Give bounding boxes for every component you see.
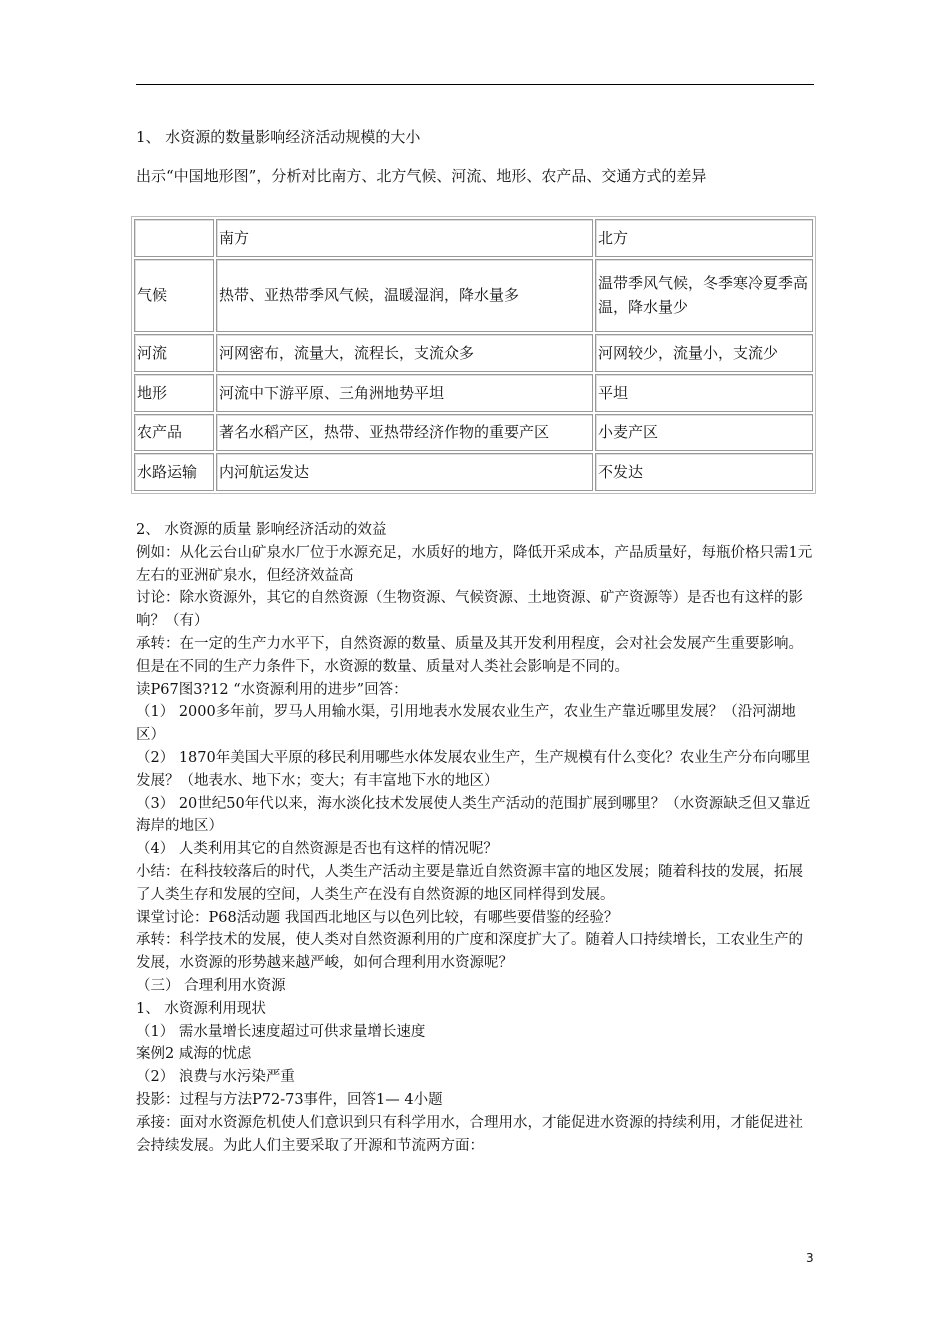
paragraph: （1） 需水量增长速度超过可供求量增长速度 [136, 1023, 426, 1040]
table-header-south: 南方 [216, 219, 593, 257]
section-heading-3: （三） 合理利用水资源 [136, 977, 286, 994]
table-header-row [134, 219, 813, 257]
paragraph: 例如：从化云台山矿泉水厂位于水源充足，水质好的地方，降低开采成本，产品质量好，每瓶价格只需1元左右的亚洲矿泉水，但经济效益高 [136, 544, 813, 584]
table-row [134, 374, 813, 412]
table-header-north: 北方 [595, 219, 813, 257]
paragraph: 小结：在科技较落后的时代，人类生产活动主要是靠近自然资源丰富的地区发展；随着科技的发展，拓展了人类生存和发展的空间，人类生产在没有自然资源的地区同样得到发展。 [136, 863, 803, 903]
paragraph: （2） 浪费与水污染严重 [136, 1069, 295, 1086]
paragraph: 1、 水资源利用现状 [136, 1000, 266, 1017]
paragraph: 承转：科学技术的发展，使人类对自然资源利用的广度和深度扩大了。随着人口持续增长，工农业生产的发展，水资源的形势越来越严峻，如何合理利用水资源呢？ [136, 932, 803, 972]
header-rule [136, 84, 814, 85]
paragraph: 讨论：除水资源外，其它的自然资源（生物资源、气候资源、土地资源、矿产资源等）是否也有这样的影响？（有） [136, 590, 803, 630]
section-heading-1: 1、 水资源的数量影响经济活动规模的大小 [136, 128, 421, 146]
paragraph: 投影：过程与方法P72-73事件，回答1— 4小题 [136, 1091, 443, 1108]
paragraph: 读P67图3?12 “水资源利用的进步”回答： [136, 681, 408, 698]
paragraph: （3） 20世纪50年代以来，海水淡化技术发展使人类生产活动的范围扩展到哪里？（水资源缺乏但又靠近海岸的地区） [136, 795, 811, 835]
paragraph: 承接：面对水资源危机使人们意识到只有科学用水，合理用水，才能促进水资源的持续利用，才能促进社会持续发展。为此人们主要采取了开源和节流两方面： [136, 1114, 803, 1154]
table-cell: 不发达 [595, 453, 813, 491]
table-row-label: 农产品 [134, 414, 214, 452]
paragraph: 承转：在一定的生产力水平下，自然资源的数量、质量及其开发利用程度，会对社会发展产生重要影响。但是在不同的生产力条件下，水资源的数量、质量对人类社会影响是不同的。 [136, 635, 803, 675]
paragraph: （2） 1870年美国大平原的移民利用哪些水体发展农业生产，生产规模有什么变化？农业生产分布向哪里发展？（地表水、地下水；变大；有丰富地下水的地区） [136, 749, 811, 789]
table-row [134, 414, 813, 452]
comparison-table [131, 216, 816, 494]
table-row [134, 453, 813, 491]
table-cell: 河网较少，流量小，支流少 [595, 334, 813, 372]
paragraph: 课堂讨论：P68活动题 我国西北地区与以色列比较，有哪些要借鉴的经验？ [136, 909, 619, 926]
table-row-label: 水路运输 [134, 453, 214, 491]
intro-line: 出示“中国地形图”，分析对比南方、北方气候、河流、地形、农产品、交通方式的差异 [136, 167, 707, 185]
table-row-label: 地形 [134, 374, 214, 412]
section-heading-2: 2、 水资源的质量 影响经济活动的效益 [136, 522, 387, 538]
table-cell: 著名水稻产区，热带、亚热带经济作物的重要产区 [216, 414, 593, 452]
paragraph: （4） 人类利用其它的自然资源是否也有这样的情况呢？ [136, 841, 498, 858]
table-cell: 平坦 [595, 374, 813, 412]
table-row [134, 259, 813, 332]
table-cell: 热带、亚热带季风气候，温暖湿润，降水量多 [216, 259, 593, 332]
page-number: 3 [806, 1251, 814, 1265]
table-row-label: 气候 [134, 259, 214, 332]
table-row-label: 河流 [134, 334, 214, 372]
body-text [136, 519, 816, 1157]
table-row [134, 334, 813, 372]
paragraph: （1） 2000多年前，罗马人用输水渠，引用地表水发展农业生产，农业生产靠近哪里发展？（沿河湖地区） [136, 704, 796, 744]
paragraph: 案例2 咸海的忧虑 [136, 1046, 252, 1063]
table-cell: 温带季风气候，冬季寒冷夏季高温，降水量少 [595, 259, 813, 332]
table-cell: 小麦产区 [595, 414, 813, 452]
table-cell: 内河航运发达 [216, 453, 593, 491]
table-cell: 河网密布，流量大，流程长，支流众多 [216, 334, 593, 372]
table-cell: 河流中下游平原、三角洲地势平坦 [216, 374, 593, 412]
table-cell [134, 219, 214, 257]
